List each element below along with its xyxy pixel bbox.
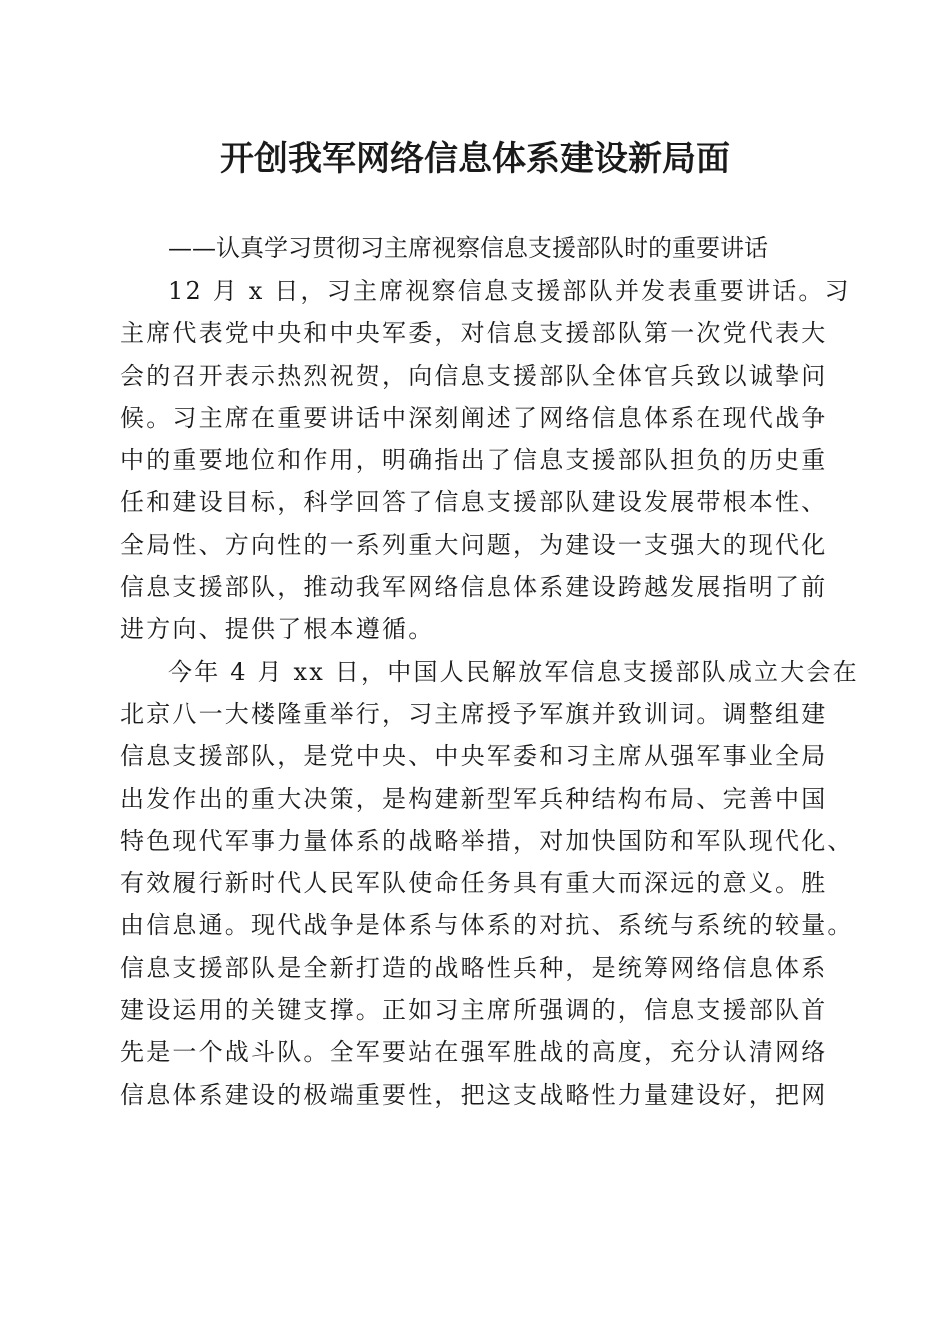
paragraph-line: 出发作出的重大决策，是构建新型军兵种结构布局、完善中国 (120, 784, 828, 813)
paragraph-line: 主席代表党中央和中央军委，对信息支援部队第一次党代表大 (120, 319, 828, 348)
paragraph-line: 特色现代军事力量体系的战略举措，对加快国防和军队现代化、 (120, 826, 854, 855)
document-subtitle: ——认真学习贯彻习主席视察信息支援部队时的重要讲话 (168, 234, 768, 262)
paragraph-line: 全局性、方向性的一系列重大问题，为建设一支强大的现代化 (120, 530, 828, 559)
paragraph-line: 信息支援部队，是党中央、中央军委和习主席从强军事业全局 (120, 742, 828, 771)
paragraph-1 (120, 270, 851, 651)
paragraph-line: 候。习主席在重要讲话中深刻阐述了网络信息体系在现代战争 (120, 403, 828, 432)
paragraph-line: 先是一个战斗队。全军要站在强军胜战的高度，充分认清网络 (120, 1038, 828, 1067)
paragraph-line: 信息支援部队，推动我军网络信息体系建设跨越发展指明了前 (120, 573, 828, 602)
paragraph-line: 信息支援部队是全新打造的战略性兵种，是统筹网络信息体系 (120, 953, 828, 982)
paragraph-line: 今年 4 月 xx 日，中国人民解放军信息支援部队成立大会在 (168, 657, 859, 686)
document-body (120, 270, 859, 1116)
paragraph-line: 中的重要地位和作用，明确指出了信息支援部队担负的历史重 (120, 446, 828, 475)
paragraph-line: 信息体系建设的极端重要性，把这支战略性力量建设好，把网 (120, 1080, 828, 1109)
paragraph-line: 12 月 x 日，习主席视察信息支援部队并发表重要讲话。习 (168, 277, 851, 305)
paragraph-2 (120, 651, 859, 1116)
paragraph-line: 由信息通。现代战争是体系与体系的对抗、系统与系统的较量。 (120, 911, 854, 940)
paragraph-line: 任和建设目标，科学回答了信息支援部队建设发展带根本性、 (120, 488, 828, 517)
document-title: 开创我军网络信息体系建设新局面 (220, 139, 730, 179)
paragraph-line: 进方向、提供了根本遵循。 (120, 615, 435, 644)
paragraph-line: 有效履行新时代人民军队使命任务具有重大而深远的意义。胜 (120, 869, 828, 898)
paragraph-line: 建设运用的关键支撑。正如习主席所强调的，信息支援部队首 (120, 996, 828, 1025)
paragraph-line: 北京八一大楼隆重举行，习主席授予军旗并致训词。调整组建 (120, 699, 828, 728)
paragraph-line: 会的召开表示热烈祝贺，向信息支援部队全体官兵致以诚挚问 (120, 361, 828, 390)
